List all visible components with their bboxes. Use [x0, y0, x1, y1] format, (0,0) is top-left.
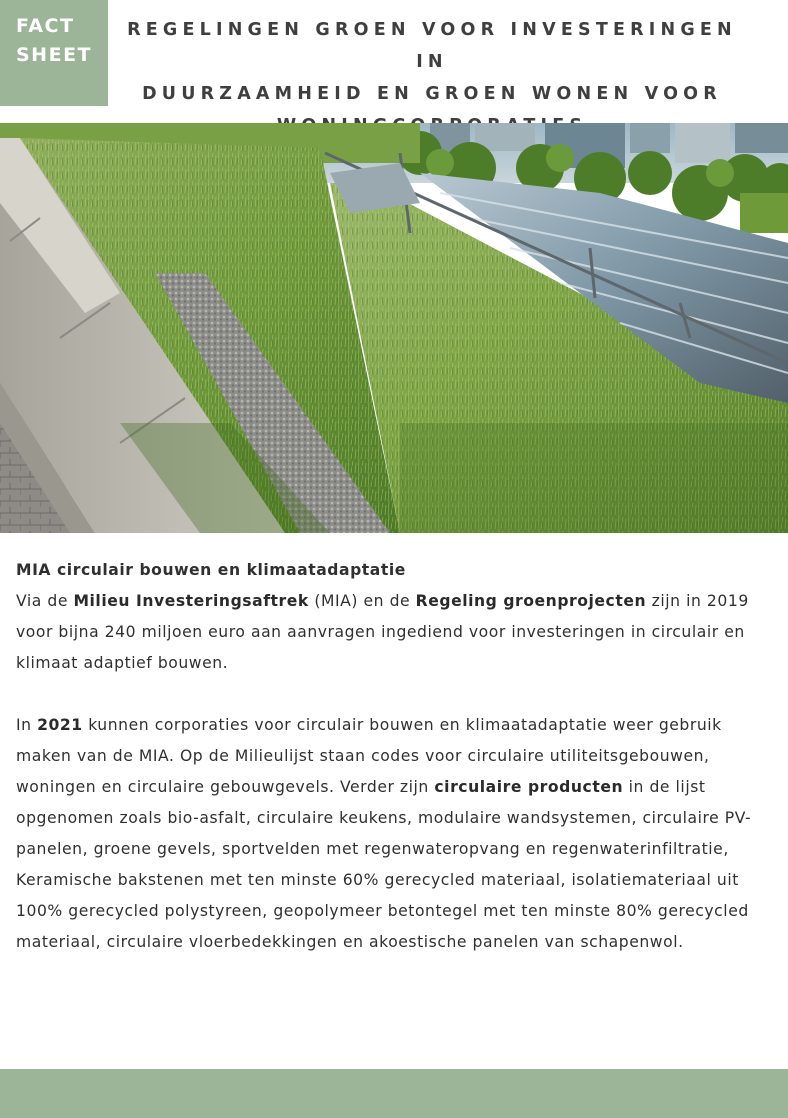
paragraph-1-text-c: (MIA) en de	[308, 592, 416, 610]
footer-bar	[0, 1069, 788, 1118]
paragraph-2-text-d: in de lijst opgenomen zoals bio-asfalt, circulaire keukens, modulaire wandsystemen, circulaire PV-panelen, groene gevels, sportvelden met regenwateropvang en regenwaterinfiltratie,	[16, 778, 752, 858]
paragraph-3: Keramische bakstenen met ten minste 60% gerecycled materiaal, isolatiemateriaal uit 100% gerecycled polystyreen, geopolymeer betontegel met ten minste 80% gerecycled materiaal, circulaire vloerbedekkingen en akoestische panelen van schapenwol.	[16, 871, 749, 951]
paragraph-1-bold-mia: Milieu Investeringsaftrek	[73, 592, 309, 610]
paragraph-2-bold-year: 2021	[37, 716, 83, 734]
main-content	[16, 555, 776, 958]
paragraph-1-text-d: zijn in 2019 voor bijna 240 miljoen euro aan aanvragen ingediend voor investeringen in circulair en klimaat adaptief bouwen.	[16, 592, 749, 672]
paragraph-2-text-a: In	[16, 716, 38, 734]
paragraph-2	[16, 710, 776, 865]
green-roof-photo	[0, 123, 788, 533]
badge-line-1: FACT	[16, 15, 75, 37]
title-line-1: REGELINGEN GROEN VOOR INVESTERINGEN IN	[127, 20, 737, 72]
badge-line-2: SHEET	[16, 44, 93, 66]
paragraph-2-text-c: kunnen corporaties voor circulair bouwen en klimaatadaptatie weer gebruik maken van de MIA. Op de Milieulijst staan codes voor circulaire utiliteitsgebouwen, woningen en circulaire gebouwgevels. Verder zijn	[16, 716, 722, 796]
section-heading: MIA circulair bouwen en klimaatadaptatie	[16, 561, 406, 579]
paragraph-2-bold-products: circulaire producten	[434, 778, 624, 796]
title-line-2: DUURZAAMHEID EN GROEN WONEN VOOR	[142, 84, 722, 104]
paragraph-1	[16, 586, 776, 679]
paragraph-1-bold-regeling: Regeling groenprojecten	[415, 592, 647, 610]
paragraph-gap	[16, 679, 776, 710]
paragraph-1-text-a: Via de	[16, 592, 74, 610]
fact-sheet-badge	[0, 0, 108, 106]
